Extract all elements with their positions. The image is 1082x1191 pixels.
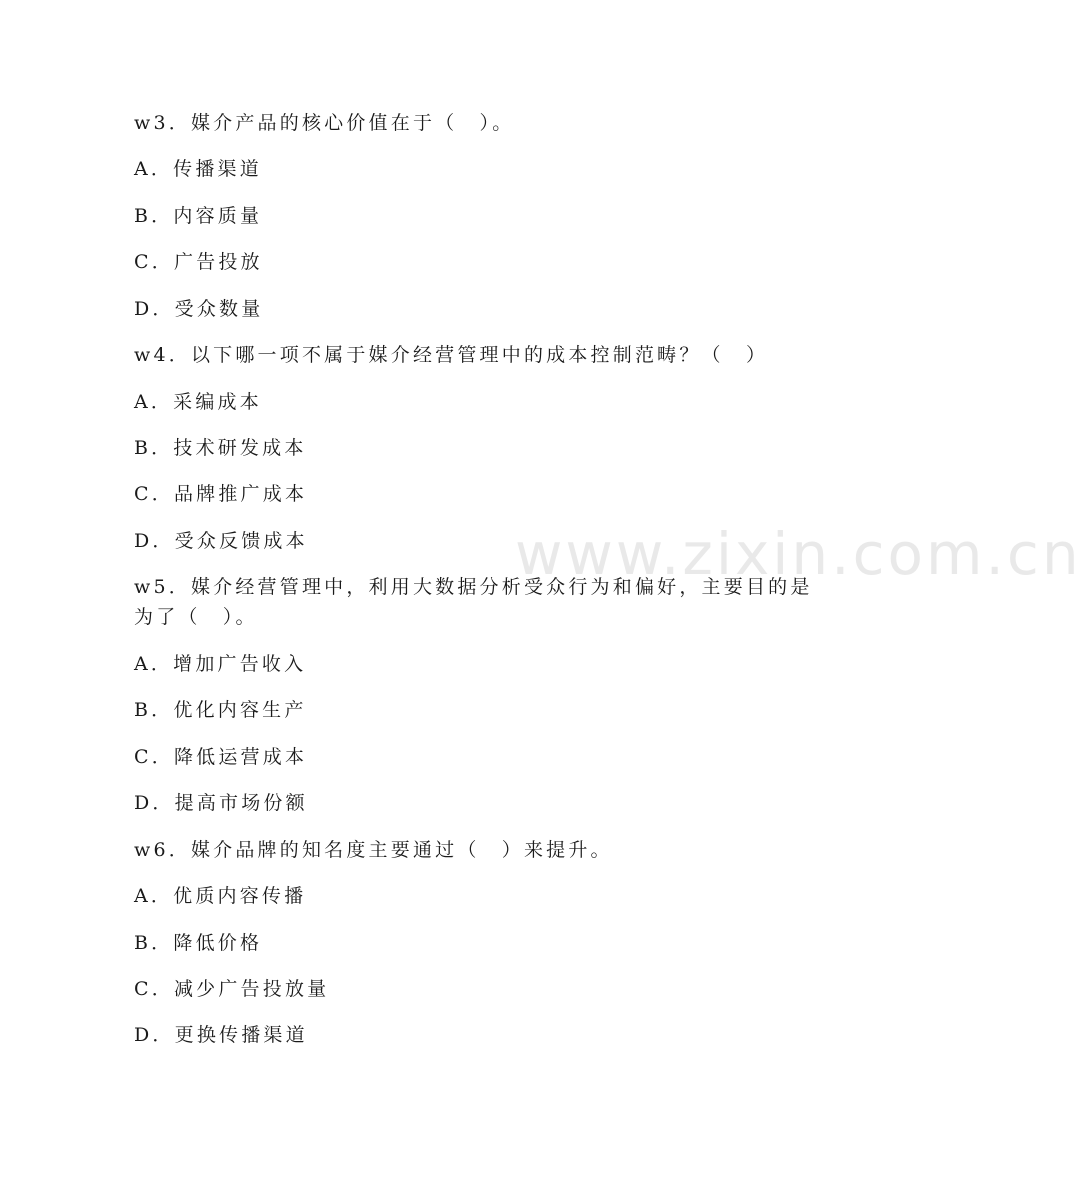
option-b: B．内容质量 — [134, 205, 263, 227]
option-c: C．减少广告投放量 — [134, 978, 330, 1000]
question-w6: w6．媒介品牌的知名度主要通过（ ）来提升。 — [134, 839, 613, 861]
question-w5: w5．媒介经营管理中，利用大数据分析受众行为和偏好，主要目的是 — [134, 576, 813, 598]
question-w5-continued: 为了（ ）。 — [134, 606, 258, 628]
option-a: A．传播渠道 — [134, 158, 262, 180]
option-d: D．受众数量 — [134, 298, 264, 320]
question-w3: w3．媒介产品的核心价值在于（ ）。 — [134, 112, 515, 134]
option-a: A．增加广告收入 — [134, 653, 307, 675]
option-b: B．优化内容生产 — [134, 699, 307, 721]
option-c: C．降低运营成本 — [134, 746, 308, 768]
option-c: C．广告投放 — [134, 251, 263, 273]
option-b: B．技术研发成本 — [134, 437, 307, 459]
option-d: D．提高市场份额 — [134, 792, 308, 814]
option-a: A．采编成本 — [134, 391, 262, 413]
watermark: www.zixin.com.cn — [515, 520, 1082, 588]
question-w4: w4．以下哪一项不属于媒介经营管理中的成本控制范畴？（ ） — [134, 344, 769, 366]
option-d: D．更换传播渠道 — [134, 1024, 308, 1046]
option-d: D．受众反馈成本 — [134, 530, 308, 552]
option-c: C．品牌推广成本 — [134, 483, 308, 505]
option-b: B．降低价格 — [134, 932, 263, 954]
option-a: A．优质内容传播 — [134, 885, 307, 907]
